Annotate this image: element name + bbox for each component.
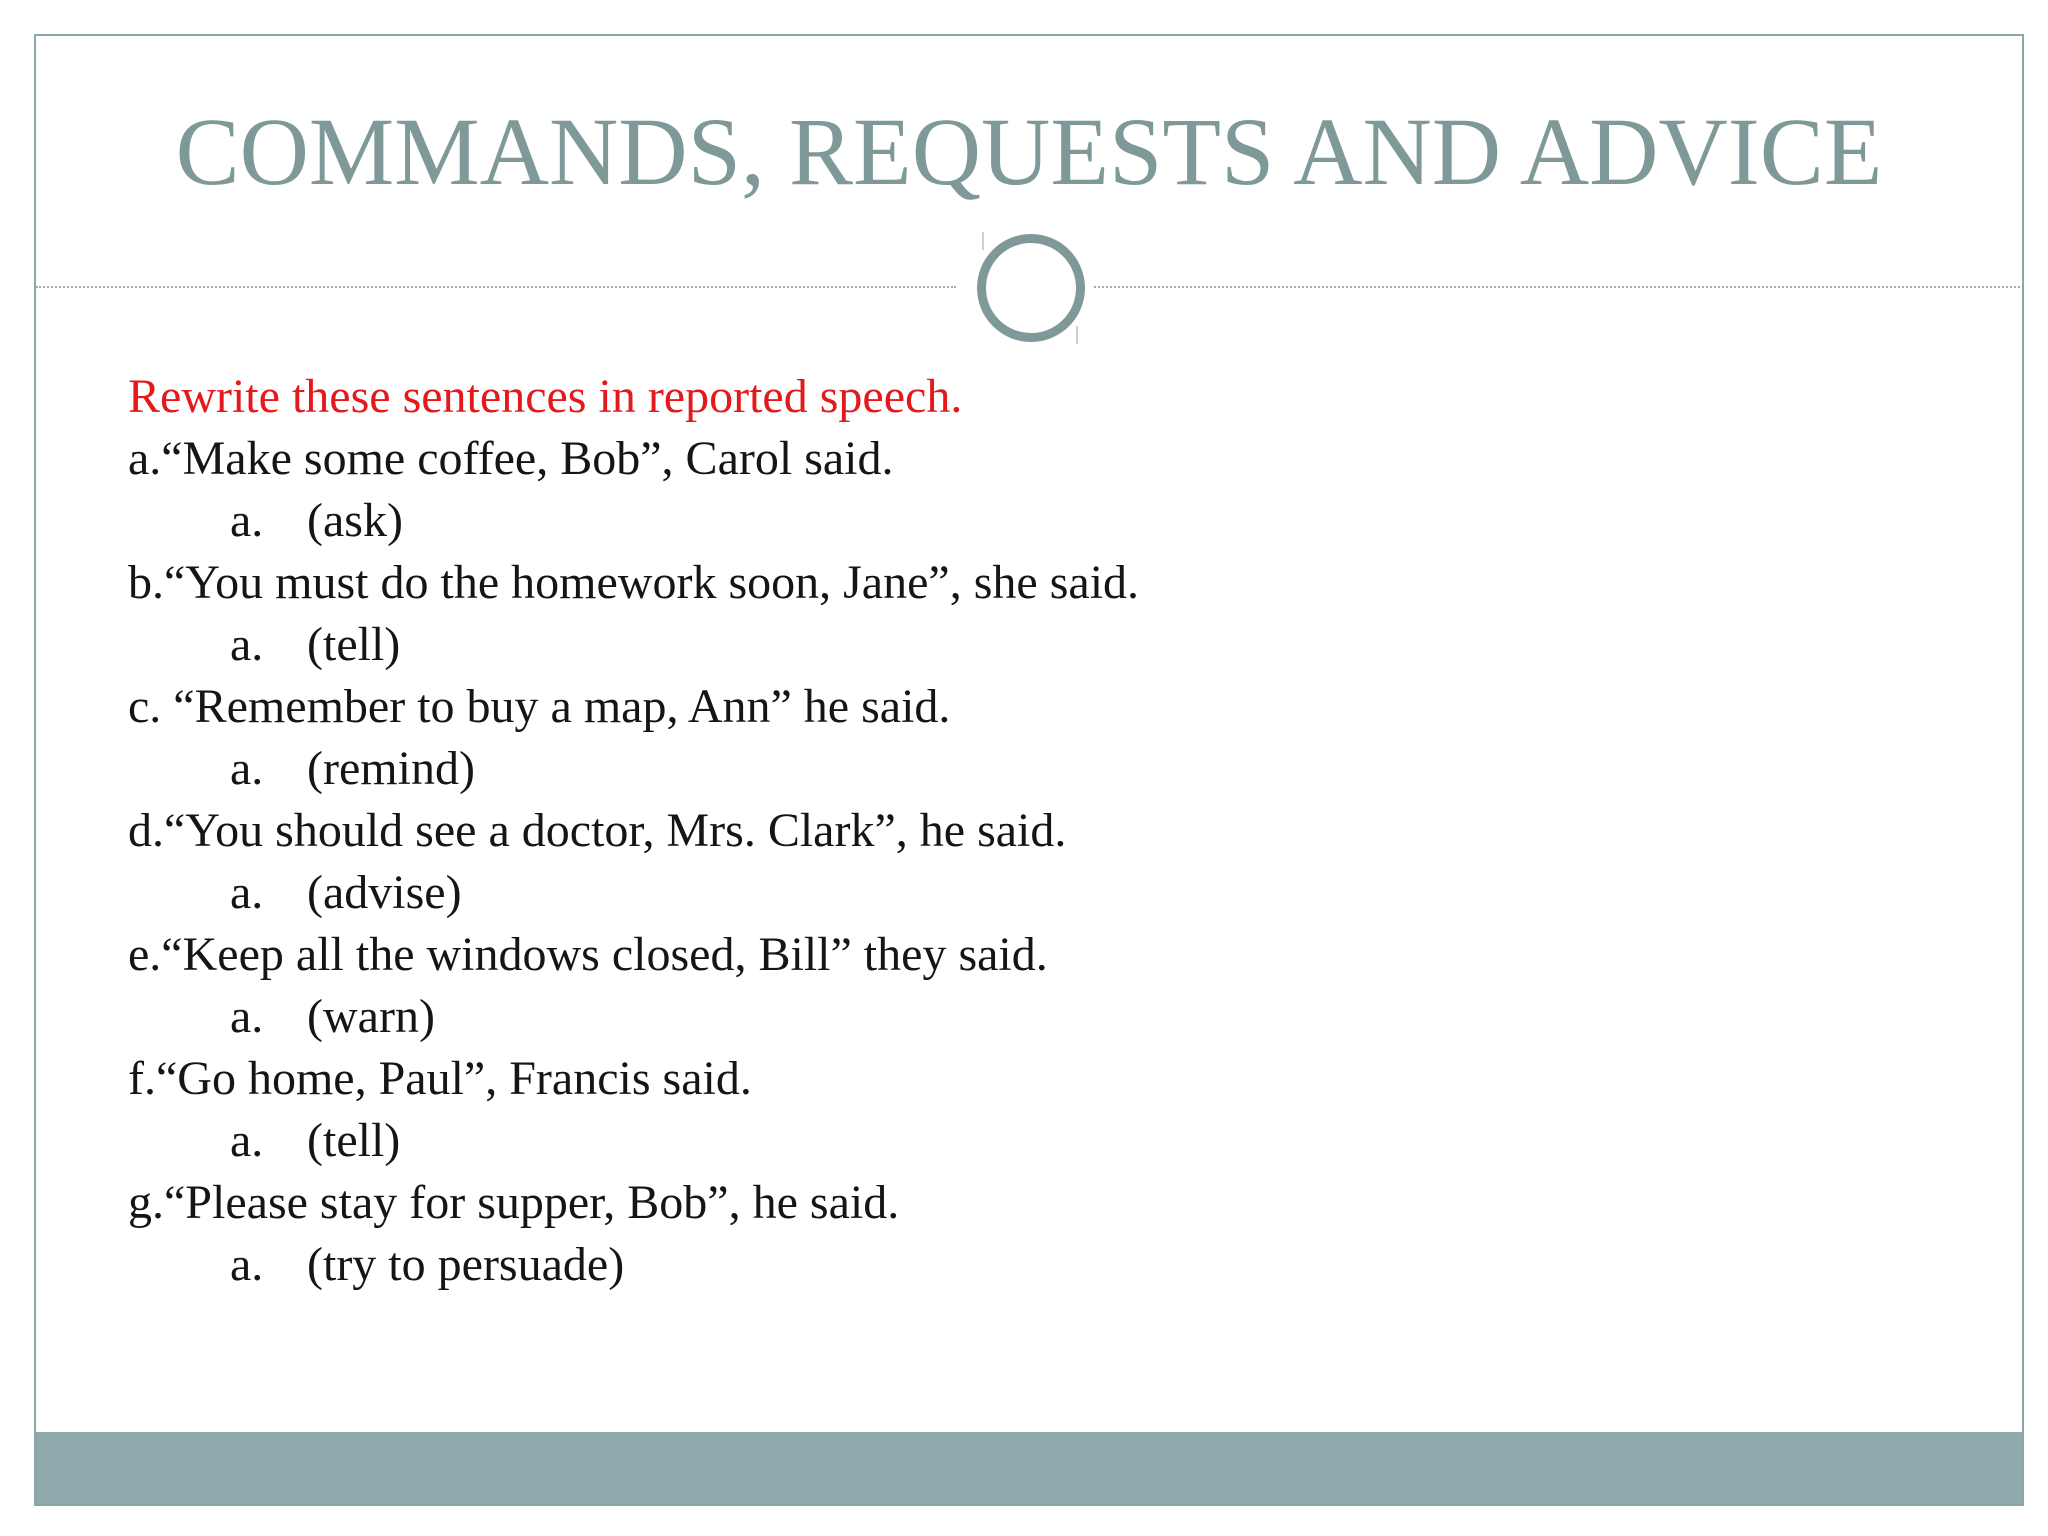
question-b: b.“You must do the homework soon, Jane”, she said. (128, 556, 1140, 609)
sub-item-letter: a. (230, 618, 264, 671)
sub-item-hint: (remind) (307, 742, 475, 795)
sub-item-c (128, 738, 1928, 800)
question-e: e.“Keep all the windows closed, Bill” they said. (128, 928, 1048, 981)
sub-item-hint: (tell) (307, 618, 401, 671)
sub-item-f (128, 1110, 1928, 1172)
sub-item-letter: a. (230, 990, 264, 1043)
question-g: g.“Please stay for supper, Bob”, he said. (128, 1176, 900, 1229)
sub-item-a (128, 490, 1928, 552)
question-c: c. “Remember to buy a map, Ann” he said. (128, 680, 951, 733)
sub-item-hint: (ask) (307, 494, 403, 547)
slide (34, 34, 2024, 1506)
slide-body (128, 366, 1928, 1296)
instruction-text: Rewrite these sentences in reported speech. (128, 370, 963, 423)
ring-tick-top (982, 232, 984, 250)
slide-title: COMMANDS, REQUESTS AND ADVICE (175, 98, 1883, 205)
sub-item-e (128, 986, 1928, 1048)
title-divider-right (1094, 286, 2024, 288)
title-divider-left (36, 286, 956, 288)
sub-item-b (128, 614, 1928, 676)
sub-item-letter: a. (230, 866, 264, 919)
ring-icon (977, 234, 1085, 342)
footer-bar (36, 1432, 2022, 1504)
sub-item-hint: (try to persuade) (307, 1238, 625, 1291)
sub-item-d (128, 862, 1928, 924)
question-d: d.“You should see a doctor, Mrs. Clark”, he said. (128, 804, 1067, 857)
sub-item-hint: (warn) (307, 990, 435, 1043)
sub-item-hint: (advise) (307, 866, 462, 919)
sub-item-hint: (tell) (307, 1114, 401, 1167)
sub-item-letter: a. (230, 1114, 264, 1167)
sub-item-letter: a. (230, 742, 264, 795)
sub-item-letter: a. (230, 1238, 264, 1291)
question-a: a.“Make some coffee, Bob”, Carol said. (128, 432, 894, 485)
sub-item-g (128, 1234, 1928, 1296)
sub-item-letter: a. (230, 494, 264, 547)
question-f: f.“Go home, Paul”, Francis said. (128, 1052, 752, 1105)
ring-tick-bottom (1076, 326, 1078, 344)
